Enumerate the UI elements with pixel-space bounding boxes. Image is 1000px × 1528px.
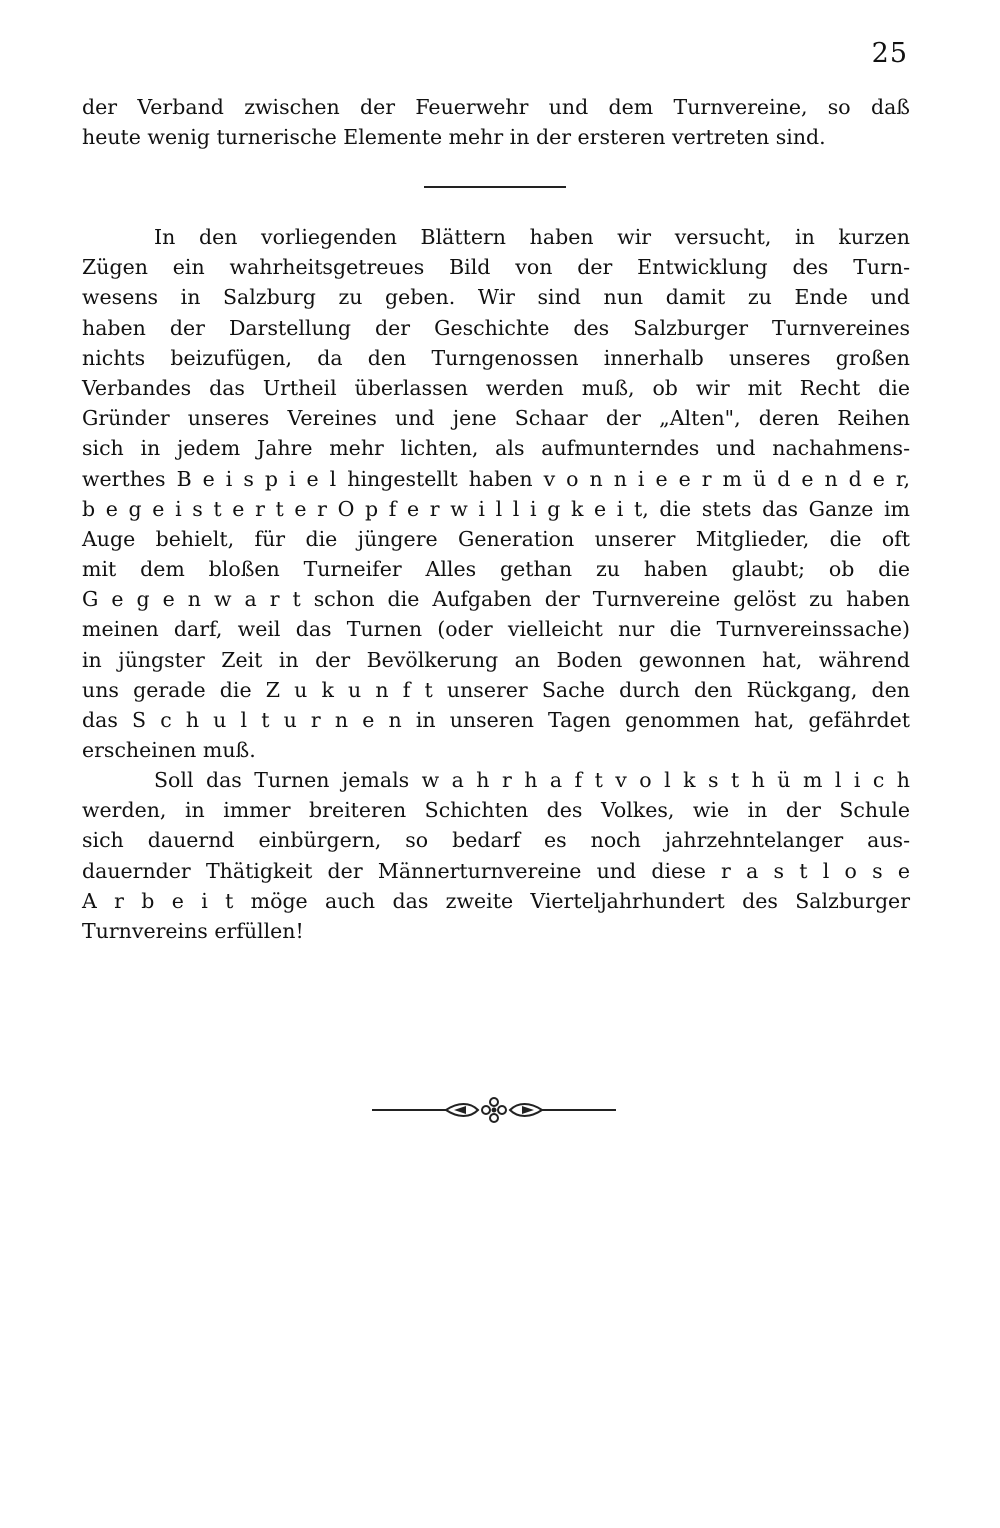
text-line: nichts beizufügen, da den Turngenossen innerhalb unseres großen: [82, 345, 910, 370]
text-line: haben der Darstellung der Geschichte des Salzburger Turnvereines: [82, 315, 910, 340]
text-line: werden, in immer breiteren Schichten des Volkes, wie in der Schule: [82, 798, 910, 823]
text-line: Verbandes das Urtheil überlassen werden muß, ob wir mit Recht die: [82, 375, 910, 400]
text-line: werthes B e i s p i e l hingestellt haben v o n n i e e r m ü d e n d e r,: [82, 466, 910, 491]
text-line: Zügen ein wahrheitsgetreues Bild von der Entwicklung des Turn-: [82, 255, 910, 280]
text-line: sich in jedem Jahre mehr lichten, als aufmunterndes und nachahmens-: [82, 436, 910, 461]
text-line: wesens in Salzburg zu geben. Wir sind nun damit zu Ende und: [82, 285, 910, 310]
text-line: uns gerade die Z u k u n f t unserer Sache durch den Rückgang, den: [82, 677, 910, 702]
text-line: der Verband zwischen der Feuerwehr und dem Turnvereine, so daß: [82, 95, 910, 119]
text-line: heute wenig turnerische Elemente mehr in der ersteren vertreten sind.: [82, 125, 826, 150]
page-number: 25: [871, 38, 908, 69]
section-divider-rule: [424, 186, 566, 188]
text-line: G e g e n w a r t schon die Aufgaben der Turnvereine gelöst zu haben: [82, 587, 910, 612]
text-line: mit dem bloßen Turneifer Alles gethan zu haben glaubt; ob die: [82, 557, 910, 582]
text-line: erscheinen muß.: [82, 738, 256, 763]
text-line: Gründer unseres Vereines und jene Schaar der „Alten", deren Reihen: [82, 406, 910, 431]
text-line: A r b e i t möge auch das zweite Vierteljahrhundert des Salzburger: [82, 888, 910, 913]
text-line: dauernder Thätigkeit der Männerturnvereine und diese r a s t l o s e: [82, 858, 910, 883]
carryover-paragraph: [82, 92, 910, 152]
text-line: Turnvereins erfüllen!: [82, 918, 304, 943]
closing-paragraph-1: [82, 222, 910, 765]
text-line: meinen darf, weil das Turnen (oder vielleicht nur die Turnvereinssache): [82, 617, 910, 642]
text-line: b e g e i s t e r t e r O p f e r w i l l i g k e i t, die stets das Ganze im: [82, 496, 910, 521]
text-line: sich dauernd einbürgern, so bedarf es noch jahrzehntelanger aus-: [82, 828, 910, 853]
text-line: in jüngster Zeit in der Bevölkerung an Boden gewonnen hat, während: [82, 647, 910, 672]
text-line: In den vorliegenden Blättern haben wir versucht, in kurzen: [154, 225, 910, 249]
text-line: das S c h u l t u r n e n in unseren Tagen genommen hat, gefährdet: [82, 708, 910, 732]
ornamental-vignette-icon: [370, 1090, 618, 1130]
text-line: Soll das Turnen jemals w a h r h a f t v o l k s t h ü m l i c h: [154, 768, 910, 792]
text-line: Auge behielt, für die jüngere Generation unserer Mitglieder, die oft: [82, 526, 910, 551]
closing-paragraph-2: [82, 765, 910, 946]
